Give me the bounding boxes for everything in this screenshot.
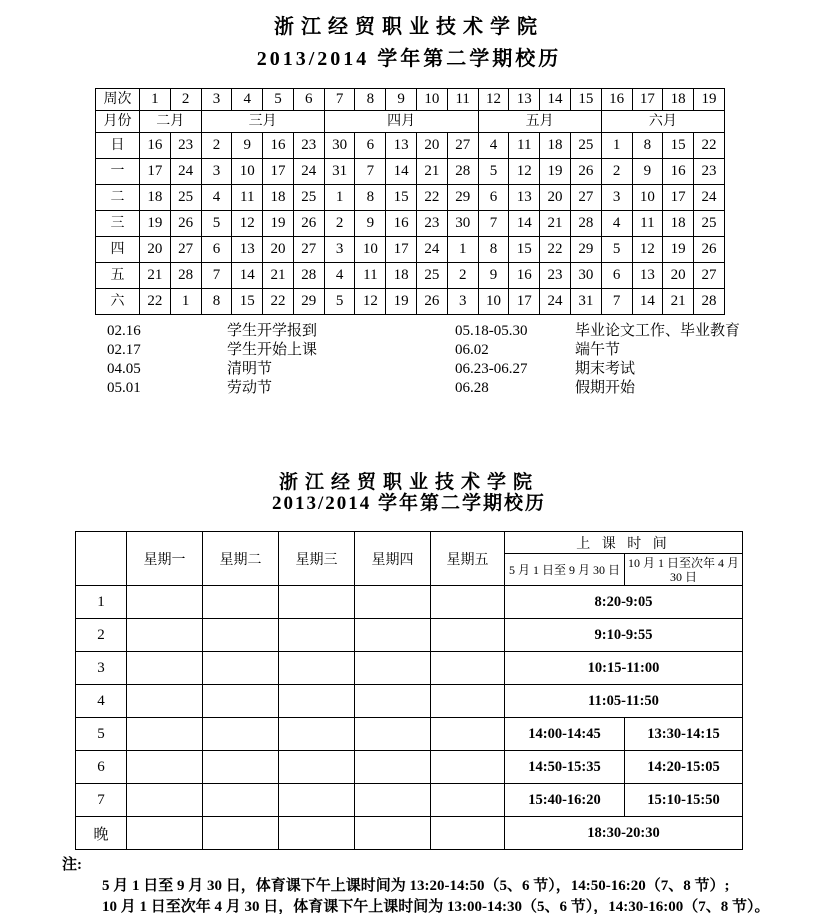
- week-number-cell: 12: [478, 89, 509, 111]
- date-cell: 24: [170, 159, 201, 185]
- empty-schedule-cell: [127, 784, 203, 817]
- calendar-day-row: [96, 237, 725, 263]
- date-cell: 15: [386, 185, 417, 211]
- empty-schedule-cell: [431, 784, 505, 817]
- date-cell: 29: [447, 185, 478, 211]
- date-cell: 14: [386, 159, 417, 185]
- empty-schedule-cell: [203, 718, 279, 751]
- event-row: [107, 322, 818, 341]
- weekday-header-thursday: 星期四: [355, 532, 431, 586]
- empty-schedule-cell: [127, 586, 203, 619]
- date-cell: 22: [263, 289, 294, 315]
- date-cell: 17: [263, 159, 294, 185]
- date-cell: 21: [663, 289, 694, 315]
- date-cell: 9: [632, 159, 663, 185]
- calendar-day-row: [96, 133, 725, 159]
- date-cell: 12: [632, 237, 663, 263]
- date-cell: 9: [355, 211, 386, 237]
- empty-schedule-cell: [431, 619, 505, 652]
- empty-schedule-cell: [355, 685, 431, 718]
- date-cell: 22: [694, 133, 725, 159]
- empty-schedule-cell: [279, 652, 355, 685]
- date-cell: 16: [386, 211, 417, 237]
- date-cell: 10: [478, 289, 509, 315]
- date-cell: 25: [170, 185, 201, 211]
- note-line-summer: 5 月 1 日至 9 月 30 日，体育课下午上课时间为 13:20-14:50（5、6 节），14:50-16:20（7、8 节）;: [102, 878, 730, 894]
- date-cell: 6: [601, 263, 632, 289]
- date-cell: 5: [324, 289, 355, 315]
- month-cell: 六月: [601, 111, 724, 133]
- date-cell: 24: [417, 237, 448, 263]
- calendar-week-row: [96, 89, 725, 111]
- day-of-week-label: 三: [96, 211, 140, 237]
- empty-schedule-cell: [355, 718, 431, 751]
- period-row: [76, 586, 743, 619]
- notes-label: 注:: [62, 857, 82, 873]
- date-cell: 7: [355, 159, 386, 185]
- date-cell: 24: [694, 185, 725, 211]
- date-cell: 21: [417, 159, 448, 185]
- event-date: 06.02: [455, 342, 489, 358]
- date-cell: 27: [447, 133, 478, 159]
- date-cell: 20: [540, 185, 571, 211]
- date-cell: 14: [232, 263, 263, 289]
- month-cell: 五月: [478, 111, 601, 133]
- period-row: [76, 784, 743, 817]
- date-cell: 20: [140, 237, 171, 263]
- month-cell: 四月: [324, 111, 478, 133]
- time-cell-merged: 18:30-20:30: [505, 817, 743, 850]
- day-of-week-label: 六: [96, 289, 140, 315]
- empty-schedule-cell: [203, 751, 279, 784]
- date-cell: 1: [170, 289, 201, 315]
- calendar-month-row: [96, 111, 725, 133]
- empty-schedule-cell: [279, 817, 355, 850]
- period-label: 晚: [76, 817, 127, 850]
- week-number-cell: 1: [140, 89, 171, 111]
- date-cell: 2: [324, 211, 355, 237]
- date-cell: 10: [355, 237, 386, 263]
- period-row: [76, 652, 743, 685]
- date-cell: 28: [293, 263, 324, 289]
- empty-schedule-cell: [431, 718, 505, 751]
- empty-schedule-cell: [279, 586, 355, 619]
- date-cell: 27: [170, 237, 201, 263]
- event-date: 06.23-06.27: [455, 361, 528, 377]
- period-label: 4: [76, 685, 127, 718]
- period-label: 3: [76, 652, 127, 685]
- time-cell-summer: 14:00-14:45: [505, 718, 625, 751]
- empty-schedule-cell: [127, 718, 203, 751]
- empty-schedule-cell: [127, 751, 203, 784]
- notes-section: [62, 855, 818, 914]
- date-cell: 16: [509, 263, 540, 289]
- calendar-table: [95, 88, 725, 315]
- week-number-cell: 6: [293, 89, 324, 111]
- date-cell: 18: [263, 185, 294, 211]
- date-cell: 13: [509, 185, 540, 211]
- empty-schedule-cell: [279, 751, 355, 784]
- weekday-header-friday: 星期五: [431, 532, 505, 586]
- date-cell: 21: [263, 263, 294, 289]
- calendar-day-row: [96, 159, 725, 185]
- date-cell: 6: [201, 237, 232, 263]
- event-row: [107, 341, 818, 360]
- schedule-corner-cell: [76, 532, 127, 586]
- date-cell: 3: [601, 185, 632, 211]
- date-cell: 11: [632, 211, 663, 237]
- week-number-cell: 10: [417, 89, 448, 111]
- week-number-cell: 17: [632, 89, 663, 111]
- time-range-summer: 5 月 1 日至 9 月 30 日: [505, 554, 625, 586]
- date-cell: 30: [447, 211, 478, 237]
- semester-calendar-title: 2013/2014 学年第二学期校历: [256, 48, 562, 70]
- empty-schedule-cell: [431, 685, 505, 718]
- month-cell: 二月: [140, 111, 202, 133]
- date-cell: 27: [293, 237, 324, 263]
- day-of-week-label: 四: [96, 237, 140, 263]
- month-header-label: 月份: [96, 111, 140, 133]
- event-row: [107, 360, 818, 379]
- date-cell: 12: [355, 289, 386, 315]
- date-cell: 28: [694, 289, 725, 315]
- date-cell: 1: [447, 237, 478, 263]
- date-cell: 14: [509, 211, 540, 237]
- weekday-header-tuesday: 星期二: [203, 532, 279, 586]
- date-cell: 20: [417, 133, 448, 159]
- date-cell: 22: [417, 185, 448, 211]
- time-cell-merged: 10:15-11:00: [505, 652, 743, 685]
- school-name-2: 浙江经贸职业技术学院: [278, 472, 539, 493]
- date-cell: 28: [570, 211, 601, 237]
- date-cell: 8: [478, 237, 509, 263]
- date-cell: 29: [293, 289, 324, 315]
- empty-schedule-cell: [431, 817, 505, 850]
- date-cell: 5: [478, 159, 509, 185]
- week-number-cell: 13: [509, 89, 540, 111]
- time-cell-winter: 13:30-14:15: [625, 718, 743, 751]
- empty-schedule-cell: [203, 652, 279, 685]
- date-cell: 31: [570, 289, 601, 315]
- date-cell: 17: [386, 237, 417, 263]
- event-date: 02.16: [107, 323, 141, 339]
- date-cell: 18: [540, 133, 571, 159]
- date-cell: 10: [632, 185, 663, 211]
- date-cell: 9: [232, 133, 263, 159]
- event-label: 假期开始: [575, 380, 636, 396]
- time-cell-summer: 14:50-15:35: [505, 751, 625, 784]
- event-date: 05.18-05.30: [455, 323, 528, 339]
- event-date: 04.05: [107, 361, 141, 377]
- date-cell: 11: [355, 263, 386, 289]
- week-number-cell: 18: [663, 89, 694, 111]
- date-cell: 16: [663, 159, 694, 185]
- note-line-winter: 10 月 1 日至次年 4 月 30 日，体育课下午上课时间为 13:00-14:30（5、6 节），14:30-16:00（7、8 节）。: [102, 899, 770, 914]
- date-cell: 28: [170, 263, 201, 289]
- date-cell: 19: [140, 211, 171, 237]
- weekday-header-monday: 星期一: [127, 532, 203, 586]
- date-cell: 18: [140, 185, 171, 211]
- time-range-winter: 10 月 1 日至次年 4 月 30 日: [625, 554, 743, 586]
- empty-schedule-cell: [279, 784, 355, 817]
- date-cell: 13: [632, 263, 663, 289]
- date-cell: 4: [601, 211, 632, 237]
- date-cell: 17: [509, 289, 540, 315]
- date-cell: 25: [694, 211, 725, 237]
- day-of-week-label: 二: [96, 185, 140, 211]
- month-cell: 三月: [201, 111, 324, 133]
- empty-schedule-cell: [279, 718, 355, 751]
- week-number-cell: 14: [540, 89, 571, 111]
- empty-schedule-cell: [127, 685, 203, 718]
- empty-schedule-cell: [203, 817, 279, 850]
- week-number-cell: 16: [601, 89, 632, 111]
- period-label: 2: [76, 619, 127, 652]
- empty-schedule-cell: [203, 619, 279, 652]
- event-date: 02.17: [107, 342, 141, 358]
- empty-schedule-cell: [279, 619, 355, 652]
- empty-schedule-cell: [203, 685, 279, 718]
- schedule-header-row: [76, 532, 743, 554]
- week-number-cell: 4: [232, 89, 263, 111]
- date-cell: 11: [232, 185, 263, 211]
- date-cell: 4: [324, 263, 355, 289]
- date-cell: 20: [263, 237, 294, 263]
- event-label: 端午节: [575, 342, 621, 358]
- date-cell: 19: [540, 159, 571, 185]
- period-label: 7: [76, 784, 127, 817]
- empty-schedule-cell: [279, 685, 355, 718]
- date-cell: 7: [601, 289, 632, 315]
- period-row: [76, 619, 743, 652]
- period-row: [76, 718, 743, 751]
- date-cell: 24: [540, 289, 571, 315]
- date-cell: 25: [570, 133, 601, 159]
- week-number-cell: 7: [324, 89, 355, 111]
- header-title-block: [0, 0, 818, 72]
- date-cell: 22: [540, 237, 571, 263]
- events-list: [107, 322, 818, 398]
- week-header-label: 周次: [96, 89, 140, 111]
- empty-schedule-cell: [355, 619, 431, 652]
- week-number-cell: 2: [170, 89, 201, 111]
- week-number-cell: 15: [570, 89, 601, 111]
- empty-schedule-cell: [355, 784, 431, 817]
- date-cell: 5: [601, 237, 632, 263]
- date-cell: 15: [509, 237, 540, 263]
- time-cell-winter: 15:10-15:50: [625, 784, 743, 817]
- date-cell: 11: [509, 133, 540, 159]
- time-cell-merged: 8:20-9:05: [505, 586, 743, 619]
- date-cell: 23: [540, 263, 571, 289]
- date-cell: 21: [540, 211, 571, 237]
- event-label: 清明节: [227, 361, 273, 377]
- date-cell: 10: [232, 159, 263, 185]
- time-cell-merged: 9:10-9:55: [505, 619, 743, 652]
- date-cell: 26: [570, 159, 601, 185]
- empty-schedule-cell: [431, 586, 505, 619]
- event-label: 期末考试: [575, 361, 636, 377]
- date-cell: 27: [570, 185, 601, 211]
- empty-schedule-cell: [127, 817, 203, 850]
- period-label: 5: [76, 718, 127, 751]
- date-cell: 19: [386, 289, 417, 315]
- date-cell: 18: [663, 211, 694, 237]
- date-cell: 29: [570, 237, 601, 263]
- date-cell: 2: [601, 159, 632, 185]
- day-of-week-label: 一: [96, 159, 140, 185]
- date-cell: 4: [201, 185, 232, 211]
- time-cell-winter: 14:20-15:05: [625, 751, 743, 784]
- week-number-cell: 3: [201, 89, 232, 111]
- date-cell: 23: [293, 133, 324, 159]
- date-cell: 12: [509, 159, 540, 185]
- date-cell: 9: [478, 263, 509, 289]
- date-cell: 19: [263, 211, 294, 237]
- date-cell: 7: [478, 211, 509, 237]
- date-cell: 25: [293, 185, 324, 211]
- calendar-day-row: [96, 289, 725, 315]
- date-cell: 6: [478, 185, 509, 211]
- date-cell: 21: [140, 263, 171, 289]
- school-name: 浙江经贸职业技术学院: [274, 16, 544, 38]
- date-cell: 15: [232, 289, 263, 315]
- empty-schedule-cell: [431, 751, 505, 784]
- date-cell: 17: [663, 185, 694, 211]
- date-cell: 12: [232, 211, 263, 237]
- date-cell: 25: [417, 263, 448, 289]
- date-cell: 28: [447, 159, 478, 185]
- empty-schedule-cell: [203, 784, 279, 817]
- period-label: 6: [76, 751, 127, 784]
- week-number-cell: 9: [386, 89, 417, 111]
- schedule-title-block: [0, 472, 818, 515]
- date-cell: 8: [201, 289, 232, 315]
- date-cell: 2: [447, 263, 478, 289]
- date-cell: 23: [417, 211, 448, 237]
- event-label: 学生开学报到: [227, 323, 318, 339]
- date-cell: 26: [417, 289, 448, 315]
- week-number-cell: 19: [694, 89, 725, 111]
- period-row: [76, 685, 743, 718]
- event-date: 05.01: [107, 380, 141, 396]
- semester-calendar-title-2: 2013/2014 学年第二学期校历: [271, 493, 547, 514]
- event-label: 毕业论文工作、毕业教育: [575, 323, 741, 339]
- date-cell: 16: [140, 133, 171, 159]
- date-cell: 27: [694, 263, 725, 289]
- date-cell: 8: [632, 133, 663, 159]
- date-cell: 18: [386, 263, 417, 289]
- event-label: 学生开始上课: [227, 342, 318, 358]
- date-cell: 26: [293, 211, 324, 237]
- time-cell-summer: 15:40-16:20: [505, 784, 625, 817]
- event-label: 劳动节: [227, 380, 273, 396]
- empty-schedule-cell: [203, 586, 279, 619]
- empty-schedule-cell: [431, 652, 505, 685]
- date-cell: 17: [140, 159, 171, 185]
- calendar-day-row: [96, 263, 725, 289]
- period-row: [76, 751, 743, 784]
- empty-schedule-cell: [127, 619, 203, 652]
- calendar-day-row: [96, 211, 725, 237]
- date-cell: 30: [324, 133, 355, 159]
- empty-schedule-cell: [355, 586, 431, 619]
- date-cell: 5: [201, 211, 232, 237]
- date-cell: 13: [232, 237, 263, 263]
- weekday-header-wednesday: 星期三: [279, 532, 355, 586]
- empty-schedule-cell: [127, 652, 203, 685]
- date-cell: 23: [170, 133, 201, 159]
- date-cell: 19: [663, 237, 694, 263]
- day-of-week-label: 五: [96, 263, 140, 289]
- date-cell: 2: [201, 133, 232, 159]
- date-cell: 3: [447, 289, 478, 315]
- class-time-header: 上 课 时 间: [505, 532, 743, 554]
- date-cell: 16: [263, 133, 294, 159]
- date-cell: 22: [140, 289, 171, 315]
- date-cell: 3: [324, 237, 355, 263]
- date-cell: 1: [324, 185, 355, 211]
- period-row: [76, 817, 743, 850]
- date-cell: 26: [170, 211, 201, 237]
- empty-schedule-cell: [355, 652, 431, 685]
- date-cell: 26: [694, 237, 725, 263]
- empty-schedule-cell: [355, 751, 431, 784]
- date-cell: 3: [201, 159, 232, 185]
- calendar-day-row: [96, 185, 725, 211]
- date-cell: 6: [355, 133, 386, 159]
- date-cell: 24: [293, 159, 324, 185]
- date-cell: 20: [663, 263, 694, 289]
- date-cell: 14: [632, 289, 663, 315]
- date-cell: 31: [324, 159, 355, 185]
- empty-schedule-cell: [355, 817, 431, 850]
- week-number-cell: 8: [355, 89, 386, 111]
- date-cell: 30: [570, 263, 601, 289]
- time-cell-merged: 11:05-11:50: [505, 685, 743, 718]
- schedule-table: [75, 531, 743, 850]
- date-cell: 15: [663, 133, 694, 159]
- week-number-cell: 11: [447, 89, 478, 111]
- date-cell: 23: [694, 159, 725, 185]
- date-cell: 4: [478, 133, 509, 159]
- date-cell: 7: [201, 263, 232, 289]
- period-label: 1: [76, 586, 127, 619]
- week-number-cell: 5: [263, 89, 294, 111]
- day-of-week-label: 日: [96, 133, 140, 159]
- date-cell: 13: [386, 133, 417, 159]
- date-cell: 1: [601, 133, 632, 159]
- event-row: [107, 379, 818, 398]
- event-date: 06.28: [455, 380, 489, 396]
- date-cell: 8: [355, 185, 386, 211]
